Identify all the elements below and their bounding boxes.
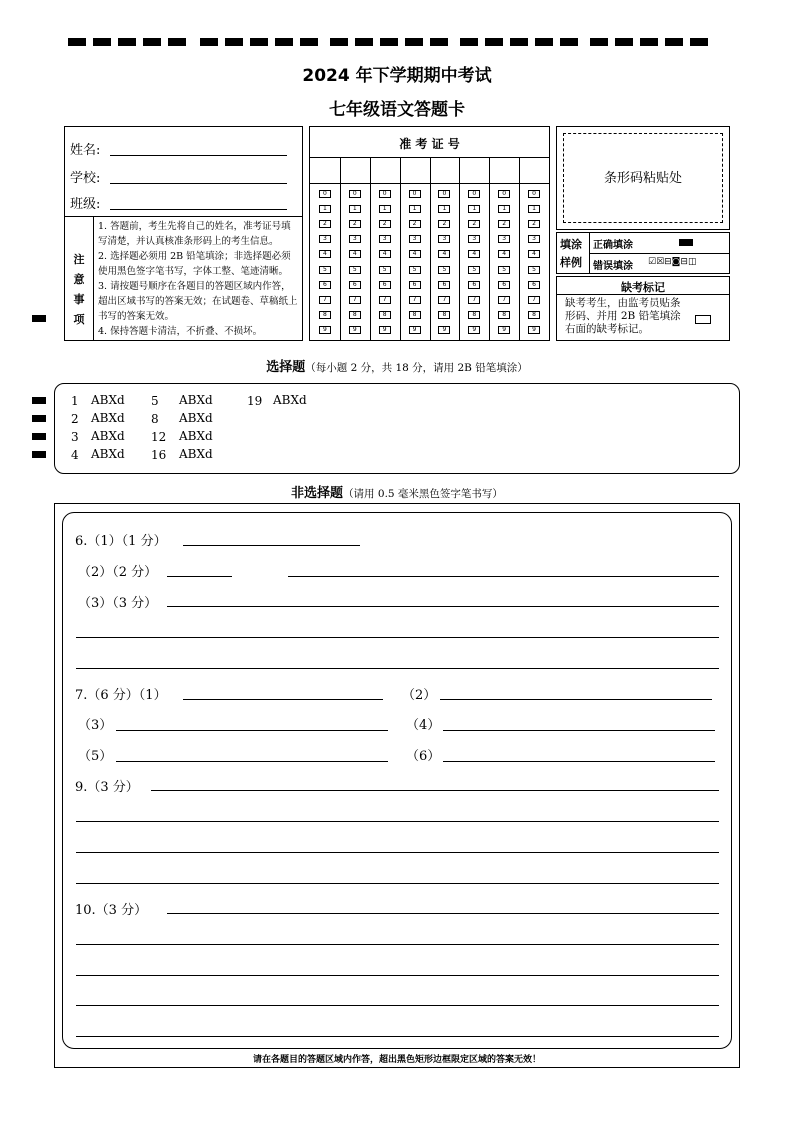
exam-digit-bubble[interactable]: 1 (349, 205, 361, 213)
exam-digit-bubble[interactable]: 1 (319, 205, 331, 213)
exam-digit-bubble[interactable]: 4 (438, 250, 450, 258)
exam-digit-bubble[interactable]: 7 (319, 296, 331, 304)
exam-digit-bubble[interactable]: 6 (409, 281, 421, 289)
exam-digit-bubble[interactable]: 1 (528, 205, 540, 213)
exam-digit-bubble[interactable]: 2 (319, 220, 331, 228)
exam-digit-bubble[interactable]: 5 (498, 266, 510, 274)
answer-line[interactable] (167, 576, 232, 577)
exam-digit-bubble[interactable]: 1 (409, 205, 421, 213)
q7-2-label: （2） (402, 688, 437, 703)
exam-digit-bubble[interactable]: 3 (438, 235, 450, 243)
exam-digit-bubble[interactable]: 4 (349, 250, 361, 258)
choice-question-1[interactable]: 1 (71, 394, 79, 408)
choice-options[interactable]: ABXd (179, 411, 213, 425)
exam-digit-bubble[interactable]: 1 (379, 205, 391, 213)
exam-digit-bubble[interactable]: 5 (528, 266, 540, 274)
q7-5-label: （5） (78, 749, 113, 764)
answer-line[interactable] (183, 545, 360, 546)
answer-line[interactable] (116, 730, 388, 731)
exam-digit-bubble[interactable]: 7 (528, 296, 540, 304)
q6-3-label: （3）（3 分） (78, 596, 158, 611)
answer-line[interactable] (76, 1036, 719, 1037)
exam-digit-bubble[interactable]: 0 (528, 190, 540, 198)
exam-digit-bubble[interactable]: 7 (379, 296, 391, 304)
choice-question-8[interactable]: 8 (151, 412, 159, 426)
choice-section-title: 选择题 (266, 360, 306, 375)
exam-digit-bubble[interactable]: 5 (349, 266, 361, 274)
exam-digit-bubble[interactable]: 6 (528, 281, 540, 289)
exam-digit-bubble[interactable]: 7 (409, 296, 421, 304)
exam-digit-bubble[interactable]: 9 (379, 326, 391, 334)
q9-label: 9.（3 分） (75, 780, 139, 795)
choice-section-note: （每小题 2 分，共 18 分，请用 2B 铅笔填涂） (305, 362, 528, 374)
q7-4-label: （4） (406, 718, 441, 733)
exam-digit-bubble[interactable]: 8 (528, 311, 540, 319)
exam-digit-bubble[interactable]: 8 (468, 311, 480, 319)
q10-label: 10.（3 分） (75, 903, 148, 918)
nonchoice-section-heading (0, 482, 794, 501)
choice-section-heading (0, 356, 794, 375)
choice-question-16[interactable]: 16 (151, 448, 167, 462)
barcode-box (556, 126, 730, 230)
exam-digit-bubble[interactable]: 9 (349, 326, 361, 334)
exam-digit-bubble[interactable]: 4 (528, 250, 540, 258)
exam-digit-bubble[interactable]: 7 (468, 296, 480, 304)
nonchoice-section-title: 非选择题 (291, 486, 344, 501)
notice-list (98, 219, 298, 339)
choice-answer-box (54, 383, 740, 474)
exam-digit-bubble[interactable]: 6 (379, 281, 391, 289)
q7-6-label: （6） (406, 749, 441, 764)
absent-box (556, 276, 730, 341)
wrong-fill-label: 错误填涂 (593, 261, 633, 272)
absent-checkbox[interactable] (695, 315, 711, 324)
wrong-fill-marks: ☑☒⊟◙⊟◫ (648, 257, 697, 267)
exam-digit-bubble[interactable]: 4 (409, 250, 421, 258)
page-title: 2024 年下学期期中考试 (302, 66, 492, 86)
nonchoice-section-note: （请用 0.5 毫米黑色签字笔书写） (343, 488, 503, 500)
answer-line[interactable] (151, 790, 719, 791)
exam-digit-bubble[interactable]: 8 (379, 311, 391, 319)
absent-text: 缺考考生，由监考员贴条 形码、并用 2B 铅笔填涂 右面的缺考标记。 (565, 297, 681, 335)
exam-digit-bubble[interactable]: 4 (498, 250, 510, 258)
exam-digit-bubble[interactable]: 3 (409, 235, 421, 243)
correct-fill-mark (679, 239, 693, 246)
exam-digit-bubble[interactable]: 2 (438, 220, 450, 228)
exam-digit-bubble[interactable]: 8 (438, 311, 450, 319)
q7-3-label: （3） (78, 718, 113, 733)
timing-mark-left (32, 415, 46, 422)
nonchoice-answer-area (62, 512, 732, 1049)
choice-options[interactable]: ABXd (91, 411, 125, 425)
exam-digit-bubble[interactable]: 3 (349, 235, 361, 243)
exam-digit-bubble[interactable]: 7 (349, 296, 361, 304)
exam-digit-bubble[interactable]: 5 (438, 266, 450, 274)
student-info-box (64, 126, 303, 341)
exam-digit-bubble[interactable]: 2 (409, 220, 421, 228)
exam-digit-bubble[interactable]: 5 (319, 266, 331, 274)
exam-digit-bubble[interactable]: 2 (468, 220, 480, 228)
exam-digit-bubble[interactable]: 7 (438, 296, 450, 304)
choice-options[interactable]: ABXd (91, 447, 125, 461)
exam-digit-bubble[interactable]: 2 (498, 220, 510, 228)
exam-digit-bubble[interactable]: 4 (379, 250, 391, 258)
timing-mark-left (32, 433, 46, 440)
exam-digit-bubble[interactable]: 4 (319, 250, 331, 258)
exam-digit-bubble[interactable]: 6 (468, 281, 480, 289)
q7-1-label: 7.（6 分）（1） (75, 688, 167, 703)
exam-digit-bubble[interactable]: 5 (468, 266, 480, 274)
exam-digit-bubble[interactable]: 9 (468, 326, 480, 334)
exam-digit-bubble[interactable]: 7 (498, 296, 510, 304)
notice-item: 2. 选择题必须用 2B 铅笔填涂；非选择题必须使用黑色签字笔书写，字体工整、笔迹清晰。 (98, 251, 291, 277)
choice-question-12[interactable]: 12 (151, 430, 167, 444)
exam-digit-bubble[interactable]: 6 (438, 281, 450, 289)
exam-digit-bubble[interactable]: 0 (468, 190, 480, 198)
answer-line[interactable] (440, 699, 712, 700)
notice-item: 1. 答题前，考生先将自己的姓名，准考证号填写清楚，并认真核准条形码上的考生信息。 (98, 221, 291, 247)
timing-mark-left (32, 397, 46, 404)
notice-label: 注 意 事 项 (73, 253, 85, 326)
school-label: 学校: (70, 171, 101, 186)
answer-line[interactable] (167, 913, 719, 914)
answer-line[interactable] (76, 975, 719, 976)
fill-example-box (556, 232, 730, 274)
exam-digit-bubble[interactable]: 3 (498, 235, 510, 243)
choice-question-4[interactable]: 4 (71, 448, 79, 462)
notice-item: 3. 请按题号顺序在各题目的答题区域内作答，超出区域书写的答案无效；在试题卷、草稿纸上书写的答案无效。 (98, 281, 298, 322)
timing-mark-left (32, 315, 46, 322)
exam-digit-bubble[interactable]: 4 (468, 250, 480, 258)
exam-digit-bubble[interactable]: 1 (468, 205, 480, 213)
answer-line[interactable] (76, 883, 719, 884)
exam-digit-bubble[interactable]: 0 (319, 190, 331, 198)
exam-digit-bubble[interactable]: 1 (438, 205, 450, 213)
exam-number-title: 准 考 证 号 (399, 137, 460, 151)
exam-number-box (309, 126, 550, 341)
absent-title: 缺考标记 (621, 281, 665, 294)
exam-digit-bubble[interactable]: 6 (349, 281, 361, 289)
barcode-label: 条形码粘贴处 (603, 171, 682, 186)
exam-digit-bubble[interactable]: 9 (319, 326, 331, 334)
answer-line[interactable] (76, 1005, 719, 1006)
page-subtitle: 七年级语文答题卡 (329, 100, 465, 120)
exam-digit-bubble[interactable]: 2 (528, 220, 540, 228)
exam-digit-bubble[interactable]: 9 (498, 326, 510, 334)
choice-options[interactable]: ABXd (179, 447, 213, 461)
answer-line[interactable] (183, 699, 383, 700)
choice-options[interactable]: ABXd (91, 429, 125, 443)
exam-digit-bubble[interactable]: 8 (349, 311, 361, 319)
exam-digit-bubble[interactable]: 6 (319, 281, 331, 289)
choice-options[interactable]: ABXd (273, 393, 307, 407)
choice-options[interactable]: ABXd (91, 393, 125, 407)
name-label: 姓名: (70, 143, 101, 158)
choice-options[interactable]: ABXd (179, 429, 213, 443)
answer-line[interactable] (443, 761, 715, 762)
choice-question-5[interactable]: 5 (151, 394, 159, 408)
exam-digit-bubble[interactable]: 5 (409, 266, 421, 274)
exam-digit-bubble[interactable]: 5 (379, 266, 391, 274)
class-label: 班级: (70, 197, 101, 212)
exam-digit-bubble[interactable]: 2 (349, 220, 361, 228)
q6-2-label: （2）（2 分） (78, 565, 158, 580)
name-field[interactable] (110, 155, 287, 156)
q6-1-label: 6.（1）（1 分） (75, 534, 167, 549)
exam-digit-bubble[interactable]: 0 (349, 190, 361, 198)
exam-digit-bubble[interactable]: 2 (379, 220, 391, 228)
answer-line[interactable] (76, 821, 719, 822)
exam-digit-bubble[interactable]: 3 (319, 235, 331, 243)
answer-line[interactable] (76, 637, 719, 638)
exam-digit-bubble[interactable]: 9 (528, 326, 540, 334)
exam-digit-bubble[interactable]: 8 (319, 311, 331, 319)
exam-digit-bubble[interactable]: 9 (438, 326, 450, 334)
exam-digit-bubble[interactable]: 3 (528, 235, 540, 243)
timing-mark-left (32, 451, 46, 458)
exam-digit-bubble[interactable]: 1 (498, 205, 510, 213)
class-field[interactable] (110, 209, 287, 210)
answer-line[interactable] (167, 606, 719, 607)
exam-digit-bubble[interactable]: 0 (379, 190, 391, 198)
exam-digit-bubble[interactable]: 3 (468, 235, 480, 243)
answer-line[interactable] (76, 668, 719, 669)
answer-line[interactable] (76, 944, 719, 945)
exam-digit-bubble[interactable]: 8 (498, 311, 510, 319)
exam-digit-bubble[interactable]: 9 (409, 326, 421, 334)
choice-question-3[interactable]: 3 (71, 430, 79, 444)
answer-line[interactable] (443, 730, 715, 731)
exam-digit-bubble[interactable]: 3 (379, 235, 391, 243)
answer-area-footer: 请在各题目的答题区域内作答，超出黑色矩形边框限定区域的答案无效！ (252, 1055, 541, 1065)
school-field[interactable] (110, 183, 287, 184)
choice-options[interactable]: ABXd (179, 393, 213, 407)
answer-line[interactable] (116, 761, 388, 762)
fill-example-label: 填涂 样例 (560, 238, 582, 269)
correct-fill-label: 正确填涂 (593, 240, 633, 251)
exam-digit-bubble[interactable]: 0 (498, 190, 510, 198)
exam-digit-bubble[interactable]: 0 (409, 190, 421, 198)
choice-question-2[interactable]: 2 (71, 412, 79, 426)
choice-question-19[interactable]: 19 (247, 394, 263, 408)
exam-digit-bubble[interactable]: 0 (438, 190, 450, 198)
notice-item: 4. 保持答题卡清洁，不折叠、不损坏。 (98, 326, 263, 337)
answer-line[interactable] (288, 576, 719, 577)
exam-digit-bubble[interactable]: 6 (498, 281, 510, 289)
exam-digit-bubble[interactable]: 8 (409, 311, 421, 319)
answer-line[interactable] (76, 852, 719, 853)
